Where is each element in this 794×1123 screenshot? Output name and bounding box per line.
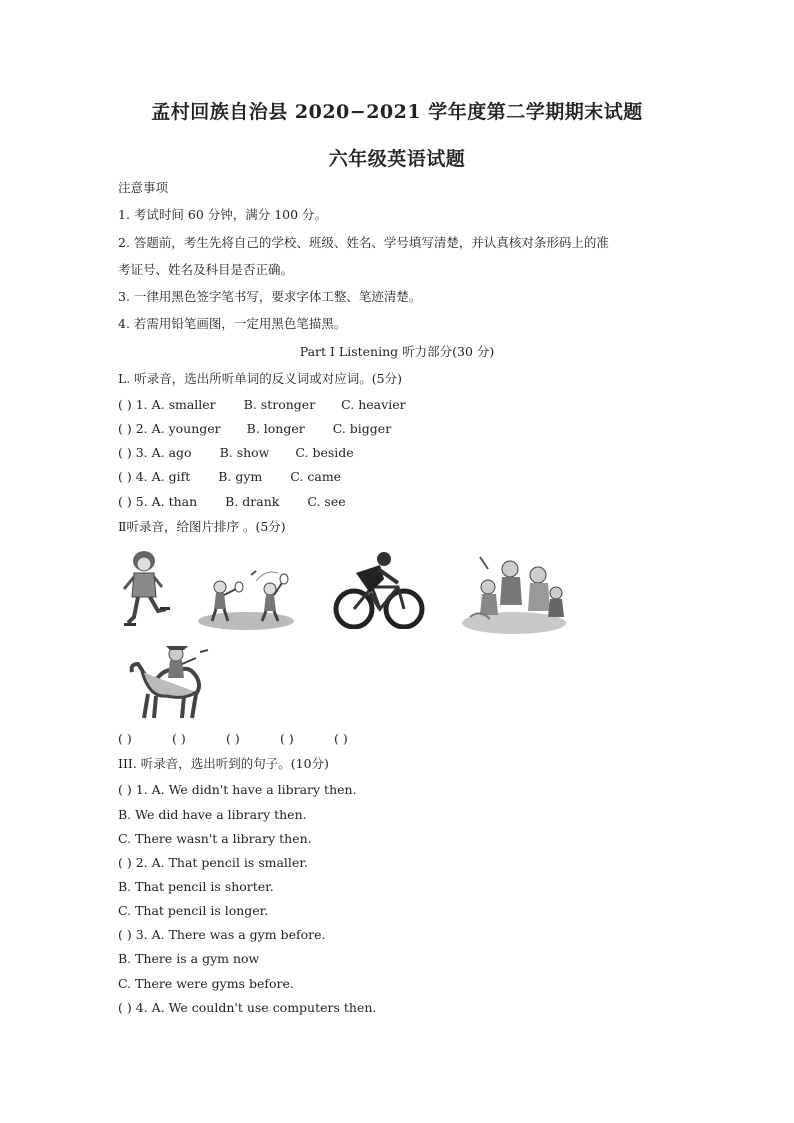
section-heading: L. 听录音，选出所听单词的反义词或对应词。(5分) — [118, 371, 402, 386]
answer-blank[interactable]: ( ) — [280, 731, 294, 746]
option-b: B. gym — [218, 469, 263, 484]
option-b: B. show — [219, 445, 270, 460]
girl-skating-icon — [120, 549, 172, 631]
option-c: C. heavier — [341, 397, 406, 412]
question-row — [118, 445, 354, 461]
note-item: 1. 考试时间 60 分钟，满分 100 分。 — [118, 207, 328, 222]
question-row — [118, 421, 391, 437]
answer-blank[interactable]: ( ) — [226, 731, 240, 746]
option-b: B. stronger — [243, 397, 316, 412]
question-a: ( ) 4. A. gift — [118, 469, 191, 484]
part-heading: Part Ⅰ Listening 听力部分(30 分) — [299, 344, 495, 359]
sentence-line: B. That pencil is shorter. — [118, 879, 274, 894]
notes-heading: 注意事项 — [118, 180, 169, 195]
option-c: C. came — [290, 469, 342, 484]
sentence-line: ( ) 1. A. We didn't have a library then. — [118, 782, 357, 797]
note-item: 考证号、姓名及科目是否正确。 — [118, 262, 294, 277]
question-a: ( ) 3. A. ago — [118, 445, 192, 460]
option-b: B. longer — [246, 421, 305, 436]
question-row — [118, 494, 346, 510]
answer-blank[interactable]: ( ) — [334, 731, 348, 746]
sentence-line: ( ) 4. A. We couldn't use computers then. — [118, 1000, 377, 1015]
section-heading: Ⅱ听录音，给图片排序 。(5分) — [118, 519, 286, 534]
answer-blank[interactable]: ( ) — [118, 731, 132, 746]
page-subtitle: 六年级英语试题 — [328, 148, 466, 170]
sentence-line: C. There wasn't a library then. — [118, 831, 312, 846]
camel-rider-icon — [126, 642, 210, 722]
cyclist-icon — [332, 549, 426, 629]
question-a: ( ) 2. A. younger — [118, 421, 221, 436]
question-row — [118, 469, 341, 485]
option-b: B. drank — [225, 494, 280, 509]
option-c: C. see — [307, 494, 346, 509]
badminton-players-icon — [196, 565, 296, 631]
picture-order-blanks — [118, 731, 388, 746]
family-picnic-icon — [460, 549, 568, 635]
sentence-line: C. There were gyms before. — [118, 976, 294, 991]
note-item: 3. 一律用黑色签字笔书写，要求字体工整、笔迹清楚。 — [118, 289, 422, 304]
option-c: C. beside — [295, 445, 354, 460]
sentence-line: C. That pencil is longer. — [118, 903, 269, 918]
note-item: 4. 若需用铅笔画图，一定用黑色笔描黑。 — [118, 316, 347, 331]
sentence-line: ( ) 2. A. That pencil is smaller. — [118, 855, 308, 870]
question-row — [118, 397, 406, 413]
section-heading: III. 听录音，选出听到的句子。(10分) — [118, 756, 329, 771]
question-a: ( ) 1. A. smaller — [118, 397, 216, 412]
note-item: 2. 答题前，考生先将自己的学校、班级、姓名、学号填写清楚，并认真核对条形码上的准 — [118, 235, 609, 250]
option-c: C. bigger — [332, 421, 392, 436]
answer-blank[interactable]: ( ) — [172, 731, 186, 746]
sentence-line: B. We did have a library then. — [118, 807, 307, 822]
page-title: 孟村回族自治县 2020−2021 学年度第二学期期末试题 — [151, 101, 643, 123]
sentence-line: ( ) 3. A. There was a gym before. — [118, 927, 326, 942]
sentence-line: B. There is a gym now — [118, 951, 260, 966]
question-a: ( ) 5. A. than — [118, 494, 198, 509]
